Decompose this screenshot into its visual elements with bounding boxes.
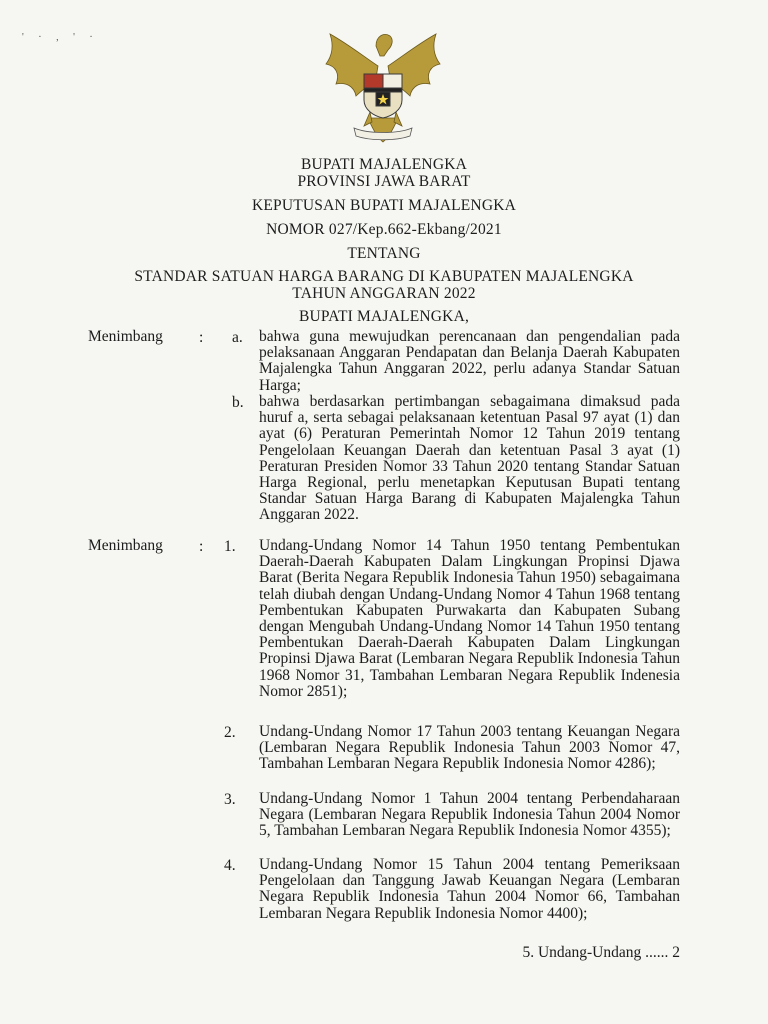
section2-item-4-marker: 4. <box>224 857 236 874</box>
page-continuation: 5. Undang-Undang ...... 2 <box>522 944 680 961</box>
section2-colon: : <box>199 538 204 555</box>
section2-item-3-text: Undang-Undang Nomor 1 Tahun 2004 tentang Perbendaharaan Negara (Lembaran Negara Republik Indonesia Tahun 2004 Nomor 5, Tambahan Lembaran Negara Republik Indonesia Nomor 4355); <box>259 790 680 840</box>
section2-item-2-text: Undang-Undang Nomor 17 Tahun 2003 tentang Keuangan Negara (Lembaran Negara Republik Indonesia Tahun 2003 Nomor 47, Tambahan Lembaran Negara Republik Indonesia Nomor 4286); <box>259 723 680 773</box>
garuda-emblem-icon <box>318 26 448 150</box>
scan-specks: ' · , ' · <box>22 32 99 43</box>
section1-item-b-text: bahwa berdasarkan pertimbangan sebagaimana dimaksud pada huruf a, serta sebagai pelaksanaan ketentuan Pasal 97 ayat (1) dan ayat (6) Peraturan Pemerintah Nomor 12 Tahun 2019 tentang Pengelolaan Keuangan Daerah dan ketentuan Pasal 3 ayat (1) Peraturan Presiden Nomor 33 Tahun 2020 tentang Standar Satuan Harga Regional, perlu menetapkan Keputusan Bupati tentang Standar Satuan Harga Barang di Kabupaten Majalengka Tahun Anggaran 2022. <box>259 393 680 524</box>
header-subject-line2: TAHUN ANGGARAN 2022 <box>292 285 476 302</box>
section1-item-a-marker: a. <box>232 329 243 346</box>
section1-item-a-text: bahwa guna mewujudkan perencanaan dan pengendalian pada pelaksanaan Anggaran Pendapatan dan Belanja Daerah Kabupaten Majalengka Tahun Anggaran 2022, perlu adanya Standar Satuan Harga; <box>259 328 680 394</box>
section2-item-4-text: Undang-Undang Nomor 15 Tahun 2004 tentang Pemeriksaan Pengelolaan dan Tanggung Jawab Keuangan Negara (Lembaran Negara Republik Indonesia Tahun 2004 Nomor 66, Tambahan Lembaran Negara Republik Indonesia Nomor 4400); <box>259 856 680 922</box>
header-decree-number: NOMOR 027/Kep.662-Ekbang/2021 <box>266 221 502 238</box>
section1-label: Menimbang <box>88 328 163 345</box>
section2-item-2-marker: 2. <box>224 724 236 741</box>
header-regent-signoff: BUPATI MAJALENGKA, <box>298 308 470 325</box>
header-decree-title: KEPUTUSAN BUPATI MAJALENGKA <box>251 197 517 214</box>
section2-item-1-text: Undang-Undang Nomor 14 Tahun 1950 tentang Pembentukan Daerah-Daerah Kabupaten Dalam Lingkungan Propinsi Djawa Barat (Berita Negara Republik Indonesia Tahun 1950) sebagaimana telah diubah dengan Undang-Undang Nomor 4 Tahun 1968 tentang Pembentukan Kabupaten Purwakarta dan Kabupaten Subang dengan Mengubah Undang-Undang Nomor 14 Tahun 1950 tentang Pembentukan Daerah-Daerah Kabupaten Dalam Lingkungan Propinsi Djawa Barat (Lembaran Negara Republik Indonesia Tahun 1968 Nomor 31, Tambahan Lembaran Negara Republik Indenesia Nomor 2851); <box>259 537 680 700</box>
header-province: PROVINSI JAWA BARAT <box>297 173 471 190</box>
section2-item-3-marker: 3. <box>224 791 236 808</box>
section1-colon: : <box>199 329 204 346</box>
header-regent-title: BUPATI MAJALENGKA <box>300 156 468 173</box>
section2-label: Menimbang <box>88 537 163 554</box>
header-tentang: TENTANG <box>347 245 421 262</box>
section2-item-1-marker: 1. <box>224 538 236 555</box>
header-subject-line1: STANDAR SATUAN HARGA BARANG DI KABUPATEN MAJALENGKA <box>134 268 634 285</box>
section1-item-b-marker: b. <box>232 394 244 411</box>
